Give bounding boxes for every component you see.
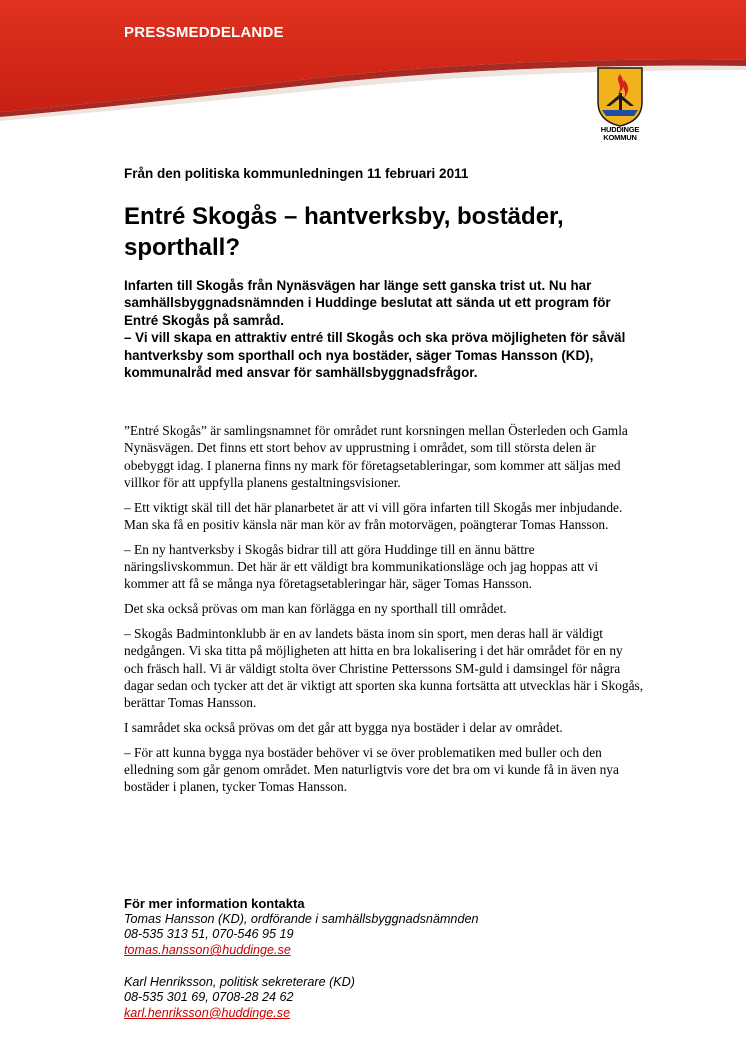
contact-phones: 08-535 313 51, 070-546 95 19 xyxy=(124,927,294,942)
lead-paragraph xyxy=(124,277,634,381)
body-text xyxy=(124,422,644,803)
lead-intro: Infarten till Skogås från Nynäsvägen har länge sett ganska trist ut. Nu har samhällsbyggnadsnämnden i Huddinge beslutat att sända ut ett program för Entré Skogås på samråd. xyxy=(124,278,611,328)
contact-name-role: Karl Henriksson, politisk sekreterare (KD) xyxy=(124,974,355,989)
body-paragraph: Det ska också prövas om man kan förlägga en ny sporthall till området. xyxy=(124,601,507,617)
contact-name-role: Tomas Hansson (KD), ordförande i samhällsbyggnadsnämnden xyxy=(124,911,479,926)
contact-email-link[interactable]: karl.henriksson@huddinge.se xyxy=(124,1005,291,1020)
contact-phones: 08-535 301 69, 0708-28 24 62 xyxy=(124,990,294,1005)
huddinge-kommun-logo xyxy=(594,66,646,144)
body-paragraph: I samrådet ska också prövas om det går att bygga nya bostäder i delar av området. xyxy=(124,719,563,735)
dateline: Från den politiska kommunledningen 11 februari 2011 xyxy=(124,166,469,181)
lead-quote: – Vi vill skapa en attraktiv entré till Skogås och ska pröva möjligheten för såväl hantverksby som sporthall och nya bostäder, säger Tomas Hansson (KD), kommunalråd med ansvar för samhällsbyggnadsfrågor. xyxy=(124,330,626,381)
headline: Entré Skogås – hantverksby, bostäder, sporthall? xyxy=(124,203,564,261)
contact-heading: För mer information kontakta xyxy=(124,896,305,911)
contact-section xyxy=(124,896,644,1022)
body-paragraph: – Skogås Badmintonklubb är en av landets bästa inom sin sport, men deras hall är väldigt nedgången. Vi ska titta på möjligheten att hitta en bra lokalisering i det här området för en ny och fräsch hall. Vi är väldigt stolta över Christine Petterssons SM-guld i damsingel för några dagar sedan och tycker att det är viktigt att sporten ska kunna fortsätta att utvecklas här i Skogås, berättar Tomas Hansson. xyxy=(124,625,644,711)
logo-text: HUDDINGE KOMMUN xyxy=(600,125,640,142)
body-paragraph: – För att kunna bygga nya bostäder behöver vi se över problematiken med buller och den elledning som går genom området. Men naturligtvis vore det bra om vi kunde få in även nya bostäder i planen, tycker Tomas Hansson. xyxy=(124,744,619,795)
body-paragraph: – En ny hantverksby i Skogås bidrar till att göra Huddinge till en ännu bättre näringslivskommun. Det här är ett väldigt bra kommunikationsläge och jag hoppas att vi kommer att få se många nya företagsetableringar här, säger Tomas Hansson. xyxy=(124,541,599,592)
header-label: PRESSMEDDELANDE xyxy=(124,24,284,41)
contact-email-link[interactable]: tomas.hansson@huddinge.se xyxy=(124,943,291,958)
body-paragraph: – Ett viktigt skäl till det här planarbetet är att vi vill göra infarten till Skogås mer inbjudande. Man ska få en positiv känsla när man kör av från motorvägen, poängterar Tomas Hansson. xyxy=(124,499,623,532)
body-paragraph: ”Entré Skogås” är samlingsnamnet för området runt korsningen mellan Österleden och Gamla Nynäsvägen. Det finns ett stort behov av upprustning i området, som till största delen är obebyggt idag. I planerna finns ny mark för företagsetableringar, som kommer att säljas med villkor för att uppfylla planens gestaltningsvisioner. xyxy=(124,423,628,490)
